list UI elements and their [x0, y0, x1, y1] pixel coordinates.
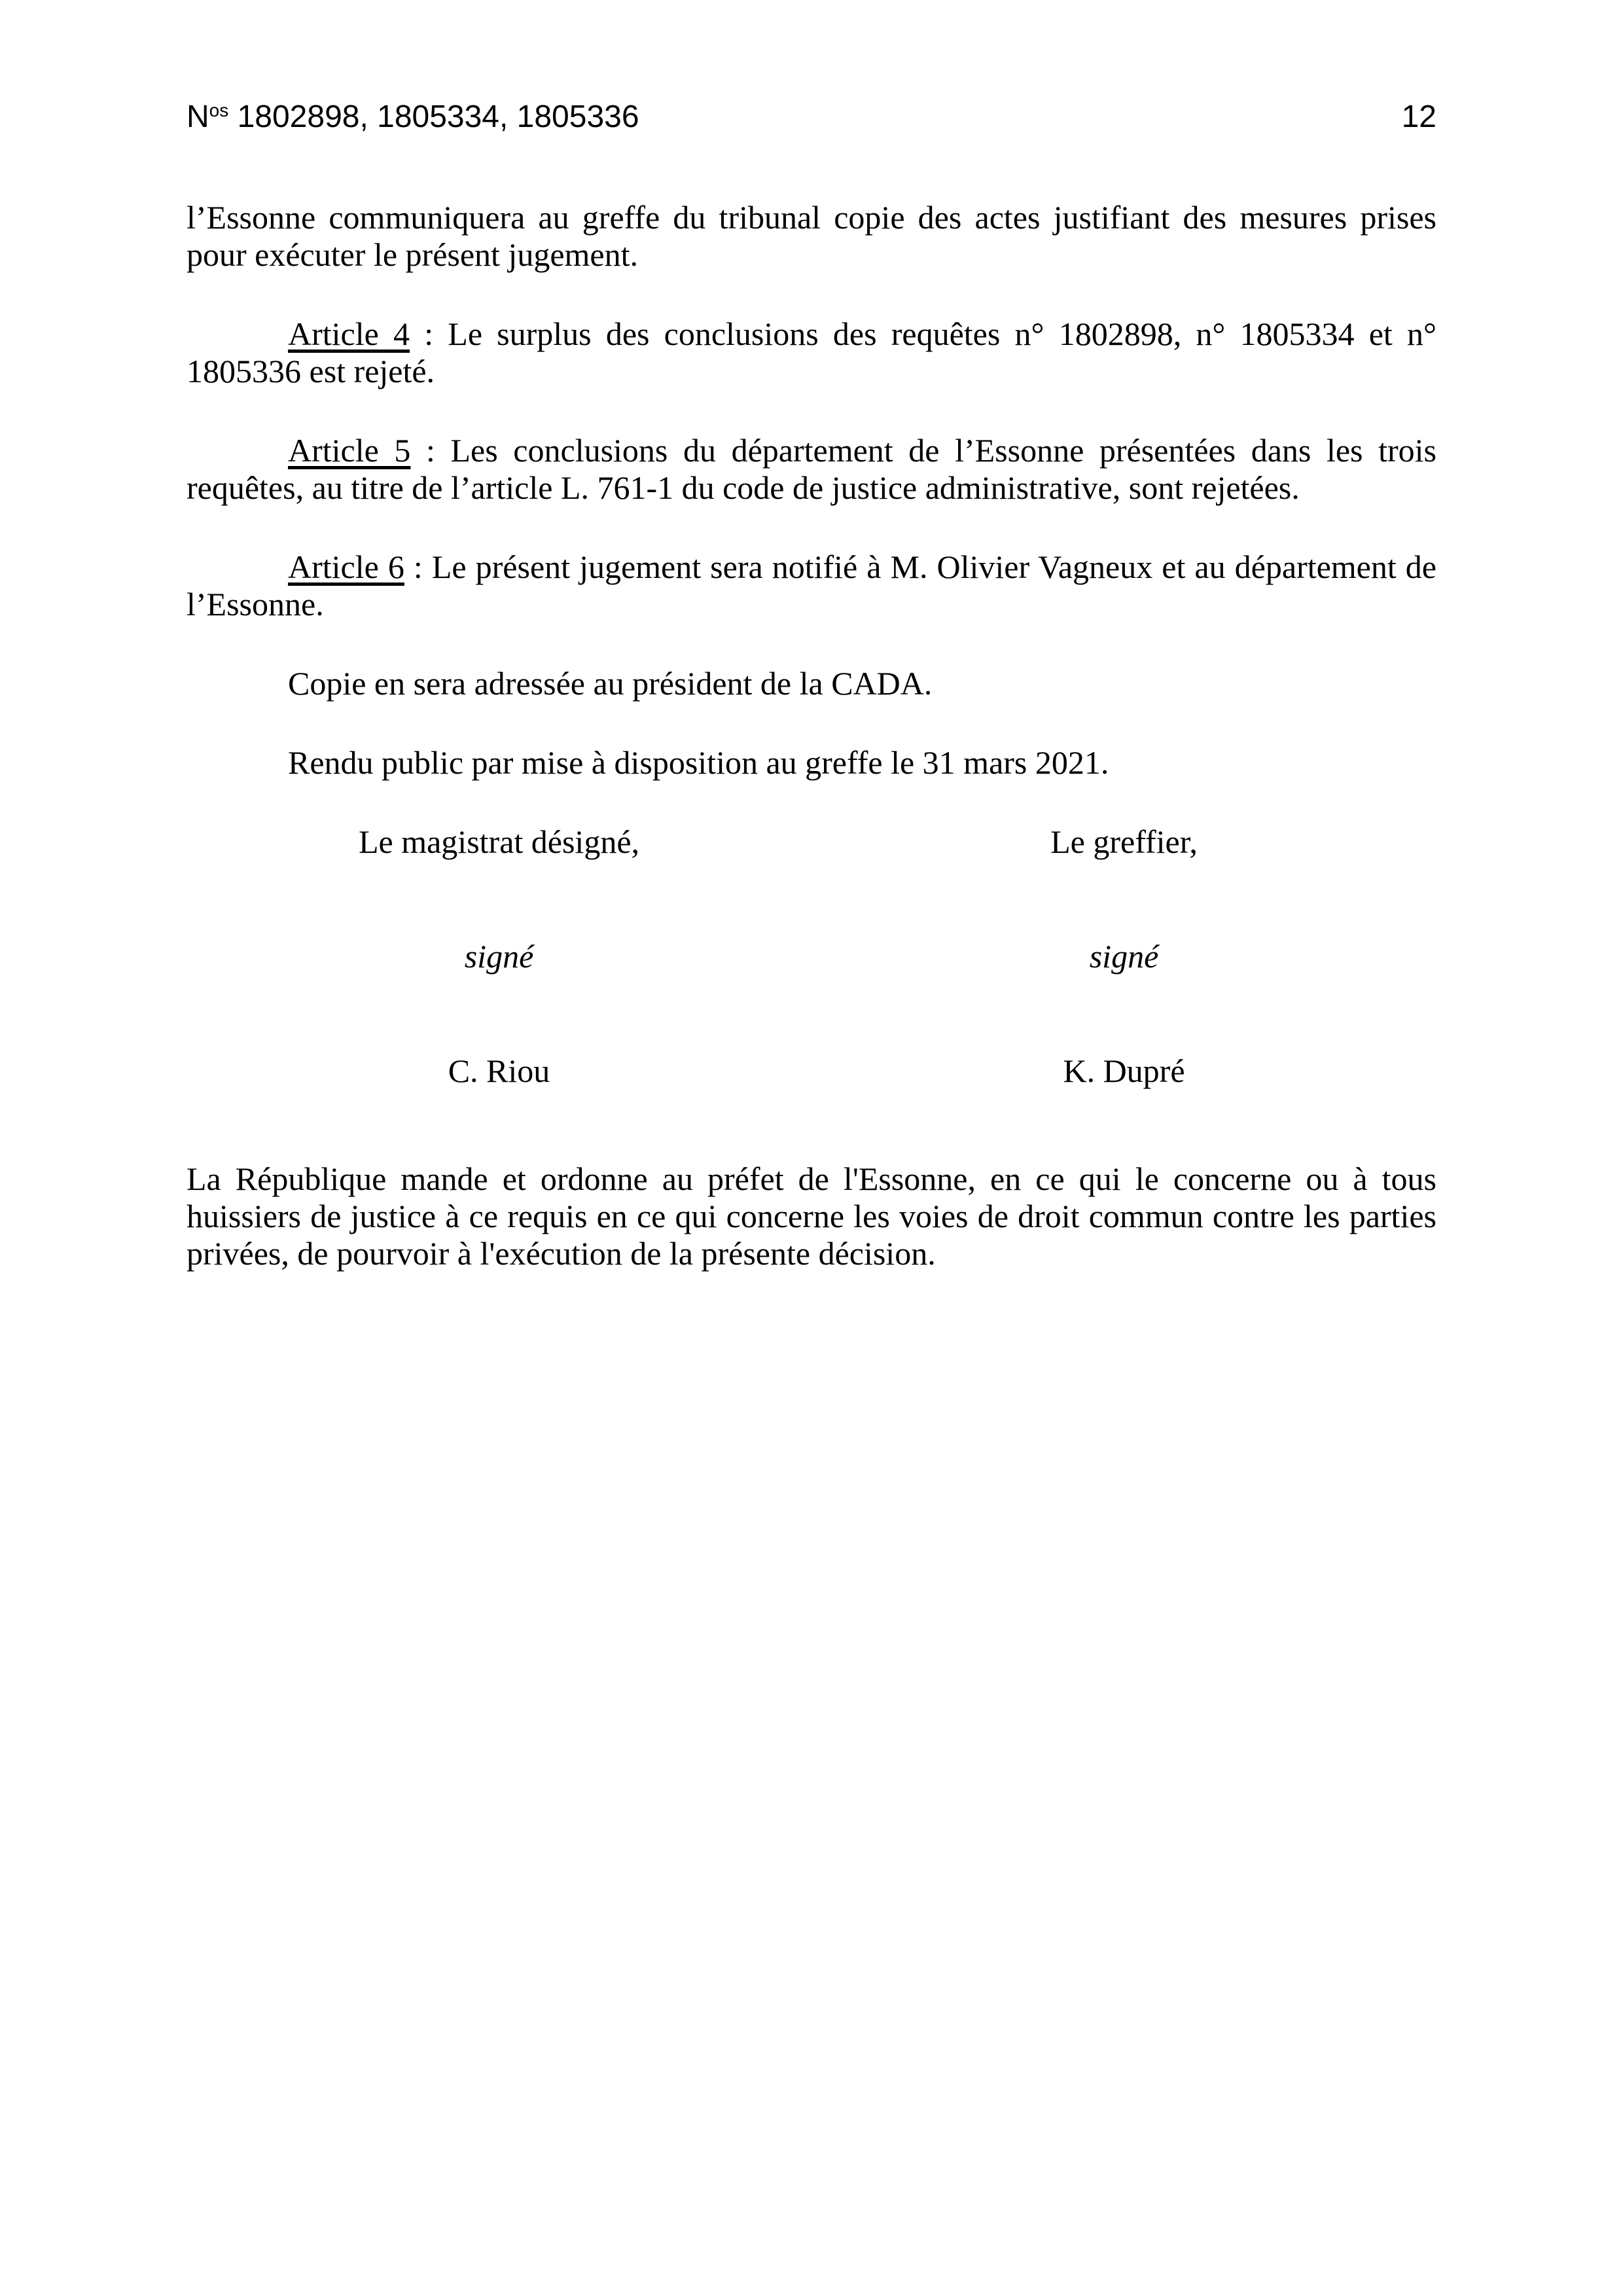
paragraph-publication: Rendu public par mise à disposition au greffe le 31 mars 2021.: [288, 744, 1109, 781]
document-body: [187, 199, 1436, 1272]
paragraph-continuation: l’Essonne communiquera au greffe du tribunal copie des actes justifiant des mesures prises pour exécuter le présent jugement.: [187, 199, 1436, 273]
magistrate-name: C. Riou: [448, 1052, 550, 1089]
case-numbers-list: 1802898, 1805334, 1805336: [228, 99, 639, 134]
clerk-signed-mention: signé: [1089, 938, 1159, 975]
article-6-label: Article 6: [288, 548, 404, 585]
magistrate-role-label: Le magistrat désigné,: [358, 823, 640, 860]
article-4-text: : Le surplus des conclusions des requêtes n° 1802898, n° 1805334 et n° 1805336 est rejeté.: [187, 315, 1436, 389]
paragraph-copy-notice: Copie en sera adressée au président de la CADA.: [288, 665, 933, 702]
magistrate-signed-mention: signé: [464, 938, 534, 975]
page-number: 12: [1401, 99, 1436, 134]
paragraph-article-6: [187, 548, 1436, 623]
signature-names-row: [187, 1052, 1436, 1090]
paragraph-article-4: [187, 315, 1436, 390]
article-5-label: Article 5: [288, 432, 411, 469]
signature-block: [187, 823, 1436, 1090]
paragraph-republic-mandate: La République mande et ordonne au préfet de l'Essonne, en ce qui le concerne ou à tous huissiers de justice à ce requis en ce qui concerne les voies de droit commun contre les parties privées, de pourvoir à l'exécution de la présente décision.: [187, 1160, 1436, 1272]
clerk-role-label: Le greffier,: [1050, 823, 1198, 860]
article-6-text: : Le présent jugement sera notifié à M. Olivier Vagneux et au département de l’Essonne.: [187, 548, 1436, 622]
clerk-name: K. Dupré: [1063, 1052, 1185, 1089]
page-header: [187, 99, 1436, 135]
case-numbers-superscript: os: [209, 100, 229, 120]
signature-roles-row: [187, 823, 1436, 861]
article-4-label: Article 4: [288, 315, 410, 352]
signature-signed-row: [187, 938, 1436, 975]
article-5-text: : Les conclusions du département de l’Essonne présentées dans les trois requêtes, au titre de l’article L. 761-1 du code de justice administrative, sont rejetées.: [187, 432, 1436, 506]
case-numbers: [187, 99, 639, 135]
case-numbers-prefix: N: [187, 99, 209, 134]
paragraph-article-5: [187, 432, 1436, 507]
